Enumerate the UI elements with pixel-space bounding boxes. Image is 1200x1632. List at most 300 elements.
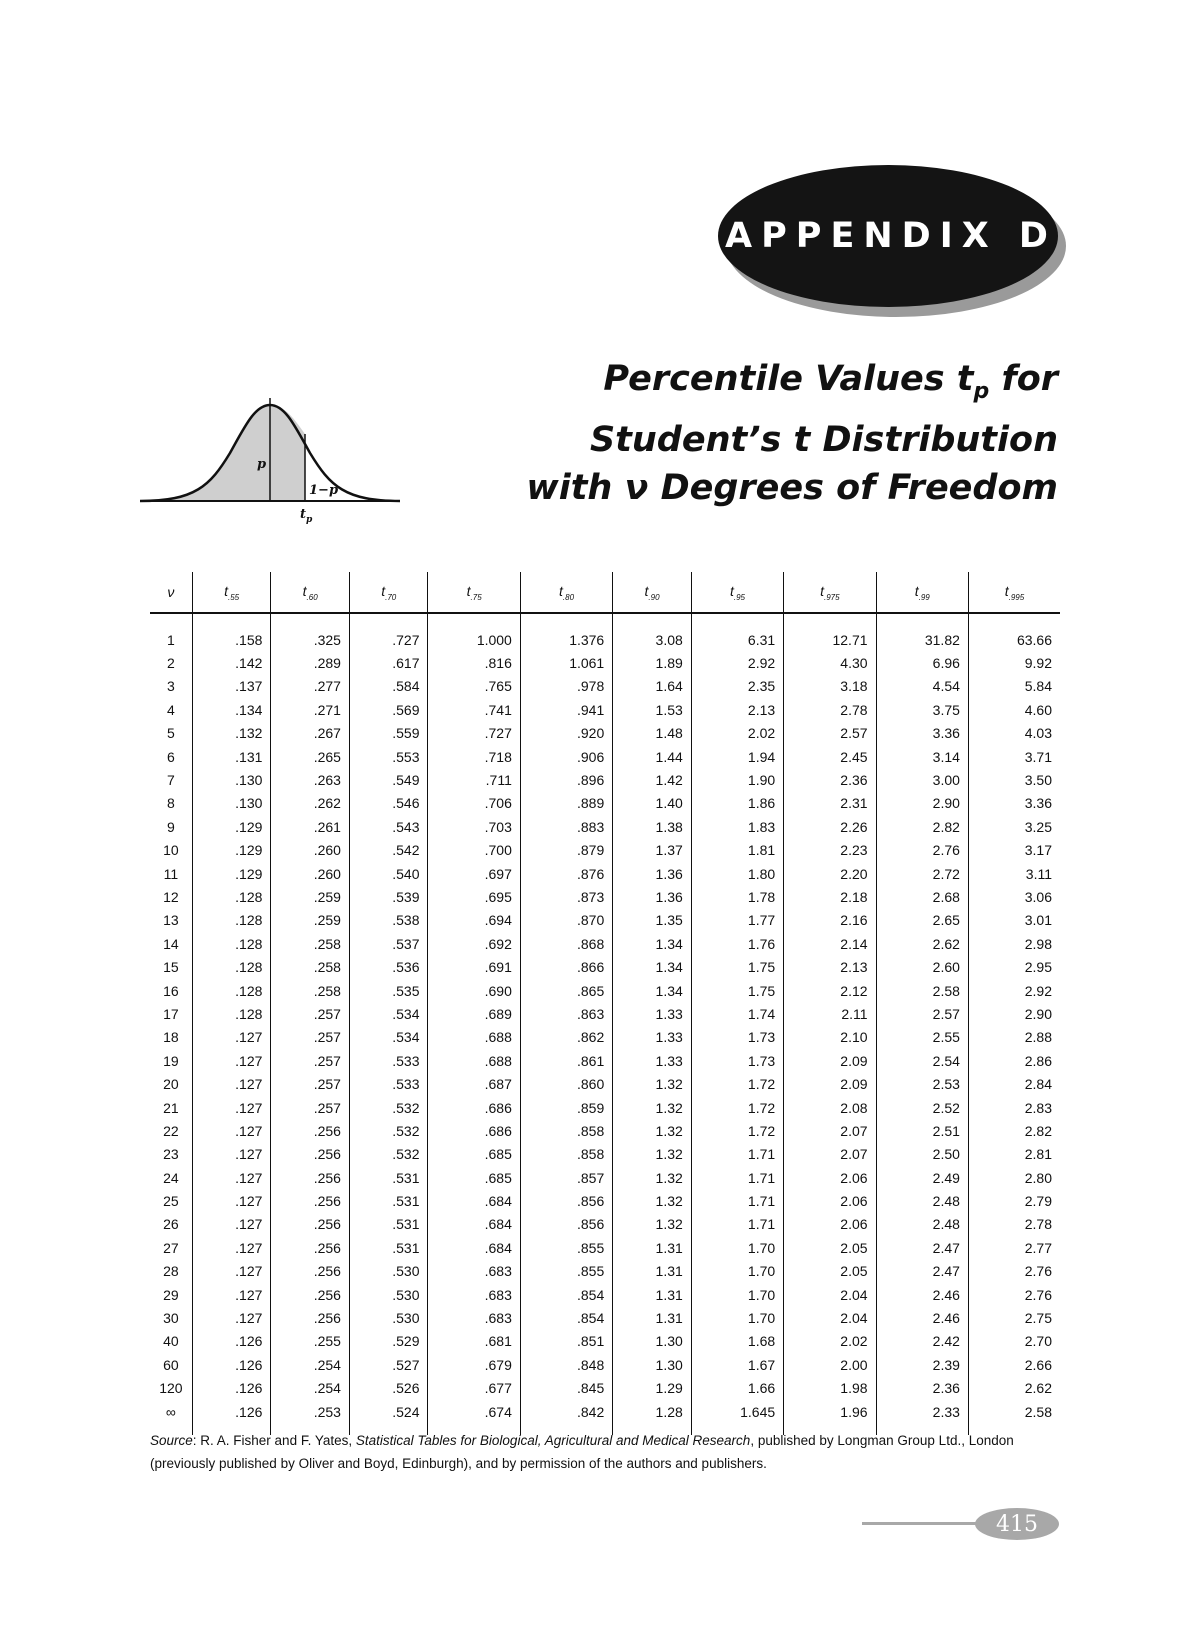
- table-cell: .851: [520, 1330, 612, 1353]
- table-cell: .691: [428, 955, 520, 978]
- table-cell: 1.061: [520, 651, 612, 674]
- table-cell: 2.95: [968, 955, 1060, 978]
- table-cell: .856: [520, 1189, 612, 1212]
- table-cell: 1.70: [691, 1260, 783, 1283]
- table-cell: 1.71: [691, 1166, 783, 1189]
- table-cell-df: 60: [163, 1356, 179, 1373]
- table-cell: .865: [520, 979, 612, 1002]
- table-cell: .127: [192, 1213, 271, 1236]
- table-cell: .569: [349, 698, 428, 721]
- table-cell: .127: [192, 1236, 271, 1259]
- appendix-badge: [718, 165, 1058, 307]
- table-cell: 9.92: [968, 651, 1060, 674]
- column-header: [520, 572, 612, 613]
- source-book-title: Statistical Tables for Biological, Agricultural and Medical Research: [355, 1433, 751, 1448]
- table-cell: 2.57: [784, 722, 876, 745]
- table-cell: .325: [271, 613, 350, 651]
- table-cell: .889: [520, 792, 612, 815]
- table-cell: .127: [192, 1306, 271, 1329]
- table-cell: .857: [520, 1166, 612, 1189]
- table-cell: 12.71: [784, 613, 876, 651]
- table-cell: .128: [192, 979, 271, 1002]
- table-cell: .256: [271, 1306, 350, 1329]
- table-cell: 1.32: [613, 1072, 692, 1095]
- appendix-label: APPENDIX D: [725, 216, 1057, 256]
- table-cell: .816: [428, 651, 520, 674]
- table-cell: .137: [192, 675, 271, 698]
- table-cell: .253: [271, 1400, 350, 1435]
- table-cell: .531: [349, 1166, 428, 1189]
- table-cell: 1.28: [613, 1400, 692, 1435]
- table-cell: .873: [520, 885, 612, 908]
- column-header-symbol: t: [381, 582, 386, 599]
- table-cell: 2.62: [876, 932, 968, 955]
- table-cell: .256: [271, 1119, 350, 1142]
- table-cell: 2.70: [968, 1330, 1060, 1353]
- column-header-symbol: t: [559, 582, 563, 599]
- table-cell: 2.09: [784, 1049, 876, 1072]
- column-header-subscript: .55: [228, 592, 240, 602]
- table-cell: 4.60: [968, 698, 1060, 721]
- table-cell: .256: [271, 1236, 350, 1259]
- t-distribution-curve-figure: [140, 398, 405, 528]
- table-cell: .546: [349, 792, 428, 815]
- table-cell: 3.71: [968, 745, 1060, 768]
- table-cell-df: 26: [163, 1216, 179, 1233]
- table-cell: .531: [349, 1213, 428, 1236]
- table-cell: .683: [428, 1283, 520, 1306]
- table-cell: 1.90: [691, 768, 783, 791]
- title-line-1-sub: p: [973, 379, 990, 404]
- table-cell: 2.60: [876, 955, 968, 978]
- table-cell: .858: [520, 1119, 612, 1142]
- table-cell-df: 2: [167, 655, 175, 672]
- table-cell: 2.72: [876, 862, 968, 885]
- table-cell: .674: [428, 1400, 520, 1435]
- column-header-symbol: t: [644, 582, 649, 599]
- table-cell: 3.25: [968, 815, 1060, 838]
- table-cell: 2.47: [876, 1260, 968, 1283]
- table-cell: .259: [271, 909, 350, 932]
- table-cell: .870: [520, 909, 612, 932]
- table-cell-df: 11: [163, 865, 179, 882]
- table-cell: 1.76: [691, 932, 783, 955]
- table-cell-df: 19: [163, 1052, 179, 1069]
- table-cell: 3.18: [784, 675, 876, 698]
- table-cell: .863: [520, 1002, 612, 1025]
- table-row: [150, 722, 1060, 745]
- column-header-subscript: .70: [385, 592, 397, 602]
- table-cell: .855: [520, 1236, 612, 1259]
- table-cell: 2.90: [876, 792, 968, 815]
- column-header-symbol: t: [914, 582, 919, 599]
- table-row: [150, 1072, 1060, 1095]
- table-cell: 1.34: [613, 979, 692, 1002]
- table-row: [150, 839, 1060, 862]
- table-cell: .537: [349, 932, 428, 955]
- table-cell: .129: [192, 839, 271, 862]
- table-row: [150, 675, 1060, 698]
- table-cell: 2.07: [784, 1143, 876, 1166]
- table-cell: 2.06: [784, 1213, 876, 1236]
- table-cell: .128: [192, 909, 271, 932]
- table-cell: 2.76: [968, 1260, 1060, 1283]
- table-cell: .690: [428, 979, 520, 1002]
- table-cell: 1.73: [691, 1049, 783, 1072]
- table-cell: 2.92: [691, 651, 783, 674]
- table-cell: 2.50: [876, 1143, 968, 1166]
- title-line-1-a: Percentile Values t: [603, 359, 974, 399]
- column-header: [271, 572, 350, 613]
- table-cell: 4.03: [968, 722, 1060, 745]
- table-cell-df: 120: [159, 1380, 183, 1397]
- table-cell: .866: [520, 955, 612, 978]
- table-cell: 2.46: [876, 1283, 968, 1306]
- table-cell: 1.70: [691, 1236, 783, 1259]
- table-cell: .127: [192, 1143, 271, 1166]
- table-cell: .254: [271, 1377, 350, 1400]
- table-cell: 1.71: [691, 1143, 783, 1166]
- table-cell: 1.74: [691, 1002, 783, 1025]
- table-cell: 1.70: [691, 1306, 783, 1329]
- column-header-subscript: .975: [824, 592, 840, 602]
- column-header-subscript: .80: [562, 592, 575, 602]
- table-cell: .683: [428, 1306, 520, 1329]
- table-row: [150, 698, 1060, 721]
- table-cell: 1.31: [613, 1236, 692, 1259]
- table-cell: 1.86: [691, 792, 783, 815]
- table-cell: .858: [520, 1143, 612, 1166]
- table-row: [150, 979, 1060, 1002]
- table-cell: .854: [520, 1283, 612, 1306]
- table-cell-df: 3: [167, 678, 175, 695]
- table-cell: 2.58: [876, 979, 968, 1002]
- table-cell: .876: [520, 862, 612, 885]
- table-cell: .259: [271, 885, 350, 908]
- table-cell: 2.52: [876, 1096, 968, 1119]
- table-cell: .689: [428, 1002, 520, 1025]
- table-cell: 1.33: [613, 1049, 692, 1072]
- table-cell: .256: [271, 1189, 350, 1212]
- table-cell: 2.36: [876, 1377, 968, 1400]
- table-cell: .868: [520, 932, 612, 955]
- table-cell: 3.00: [876, 768, 968, 791]
- table-cell-df: 29: [163, 1286, 179, 1303]
- table-cell: .262: [271, 792, 350, 815]
- column-header-subscript: .995: [1008, 592, 1025, 602]
- column-header: [784, 572, 876, 613]
- table-cell: 2.92: [968, 979, 1060, 1002]
- table-cell: 2.02: [691, 722, 783, 745]
- table-cell: .533: [349, 1049, 428, 1072]
- table-cell-df: 40: [163, 1333, 179, 1350]
- column-header-subscript: .95: [733, 592, 745, 602]
- table-cell: 2.76: [876, 839, 968, 862]
- table-cell: 6.96: [876, 651, 968, 674]
- table-cell: 2.36: [784, 768, 876, 791]
- table-cell: 2.78: [968, 1213, 1060, 1236]
- table-cell: .256: [271, 1166, 350, 1189]
- table-cell: 2.31: [784, 792, 876, 815]
- table-cell: 3.06: [968, 885, 1060, 908]
- table-row: [150, 932, 1060, 955]
- table-cell: 2.06: [784, 1189, 876, 1212]
- table-cell: .128: [192, 885, 271, 908]
- table-cell: .694: [428, 909, 520, 932]
- table-cell: 1.34: [613, 932, 692, 955]
- table-cell: .256: [271, 1260, 350, 1283]
- table-row: [150, 862, 1060, 885]
- table-cell: 2.88: [968, 1026, 1060, 1049]
- title-line-1: [526, 355, 1058, 416]
- table-row: [150, 1213, 1060, 1236]
- table-cell: .854: [520, 1306, 612, 1329]
- table-cell: .256: [271, 1283, 350, 1306]
- table-cell-df: 30: [163, 1310, 179, 1327]
- table-cell: 1.42: [613, 768, 692, 791]
- table-cell: .129: [192, 815, 271, 838]
- table-cell: .687: [428, 1072, 520, 1095]
- table-cell: 3.11: [968, 862, 1060, 885]
- column-header: [192, 572, 271, 613]
- table-cell: 2.76: [968, 1283, 1060, 1306]
- table-cell: 4.30: [784, 651, 876, 674]
- table-cell: 6.31: [691, 613, 783, 651]
- table-cell: .538: [349, 909, 428, 932]
- tp-axis-label-sub: p: [306, 515, 313, 525]
- table-cell: .257: [271, 1002, 350, 1025]
- table-cell-df: 24: [163, 1169, 179, 1186]
- table-cell: 2.77: [968, 1236, 1060, 1259]
- table-row: [150, 1026, 1060, 1049]
- table-cell: .127: [192, 1026, 271, 1049]
- column-header: [968, 572, 1060, 613]
- table-row: [150, 909, 1060, 932]
- table-cell-df: 13: [163, 912, 179, 929]
- table-cell: .685: [428, 1143, 520, 1166]
- page-number-rule: [862, 1522, 982, 1525]
- table-cell: .920: [520, 722, 612, 745]
- table-cell: .129: [192, 862, 271, 885]
- table-cell: 1.29: [613, 1377, 692, 1400]
- table-cell: .617: [349, 651, 428, 674]
- table-cell: 1.72: [691, 1119, 783, 1142]
- table-cell: .530: [349, 1260, 428, 1283]
- table-cell: 2.10: [784, 1026, 876, 1049]
- table-cell: 2.58: [968, 1400, 1060, 1435]
- table-row: [150, 1166, 1060, 1189]
- table-cell: 2.35: [691, 675, 783, 698]
- table-cell: .686: [428, 1119, 520, 1142]
- column-header-symbol: ν: [167, 584, 175, 600]
- table-cell: 1.72: [691, 1072, 783, 1095]
- table-cell: .127: [192, 1119, 271, 1142]
- table-cell: 1.44: [613, 745, 692, 768]
- table-cell-df: 4: [167, 701, 175, 718]
- table-cell: 3.08: [613, 613, 692, 651]
- table-cell: .534: [349, 1026, 428, 1049]
- table-cell: .543: [349, 815, 428, 838]
- table-cell: 2.11: [784, 1002, 876, 1025]
- table-cell: 4.54: [876, 675, 968, 698]
- table-cell: 2.45: [784, 745, 876, 768]
- tp-axis-label-t: t: [300, 507, 307, 522]
- table-cell: .681: [428, 1330, 520, 1353]
- source-text-b: , published by Longman Group Ltd., London (previously published by Oliver and Boyd, Edinburgh), and by permission of the authors and publishers.: [150, 1433, 1014, 1471]
- table-cell: .906: [520, 745, 612, 768]
- table-cell: 2.12: [784, 979, 876, 1002]
- table-cell: 3.36: [968, 792, 1060, 815]
- table-cell: .535: [349, 979, 428, 1002]
- table-cell: 1.75: [691, 955, 783, 978]
- table-cell: 2.13: [784, 955, 876, 978]
- table-cell-df: 10: [163, 842, 179, 859]
- table-cell: .130: [192, 792, 271, 815]
- table-row: [150, 1002, 1060, 1025]
- table-cell: .683: [428, 1260, 520, 1283]
- table-cell: .527: [349, 1353, 428, 1376]
- table-cell: 2.16: [784, 909, 876, 932]
- table-cell: .697: [428, 862, 520, 885]
- table-cell: 2.23: [784, 839, 876, 862]
- table-cell: 1.48: [613, 722, 692, 745]
- table-cell: .941: [520, 698, 612, 721]
- table-cell: 2.06: [784, 1166, 876, 1189]
- table-cell: .765: [428, 675, 520, 698]
- table-cell: 1.81: [691, 839, 783, 862]
- table-cell: .258: [271, 932, 350, 955]
- table-cell-df: 23: [163, 1146, 179, 1163]
- table-cell: 2.00: [784, 1353, 876, 1376]
- table-cell: .684: [428, 1189, 520, 1212]
- table-cell: 1.000: [428, 613, 520, 651]
- table-cell: .542: [349, 839, 428, 862]
- table-cell: .859: [520, 1096, 612, 1119]
- table-cell: .695: [428, 885, 520, 908]
- table-cell: 1.72: [691, 1096, 783, 1119]
- table-cell: .524: [349, 1400, 428, 1435]
- table-cell: 1.83: [691, 815, 783, 838]
- table-cell: 31.82: [876, 613, 968, 651]
- table-cell: .126: [192, 1400, 271, 1435]
- table-cell: 3.36: [876, 722, 968, 745]
- table-cell: .265: [271, 745, 350, 768]
- table-cell: .142: [192, 651, 271, 674]
- table-cell: 1.71: [691, 1189, 783, 1212]
- table-cell: .692: [428, 932, 520, 955]
- table-cell-df: 5: [167, 725, 175, 742]
- table-cell: .127: [192, 1189, 271, 1212]
- table-cell: 1.80: [691, 862, 783, 885]
- table-cell: 2.86: [968, 1049, 1060, 1072]
- table-cell: 2.75: [968, 1306, 1060, 1329]
- table-cell: .741: [428, 698, 520, 721]
- title-line-2: Student’s t Distribution: [589, 420, 1058, 460]
- table-row: [150, 1236, 1060, 1259]
- table-cell: 2.57: [876, 1002, 968, 1025]
- table-cell: .856: [520, 1213, 612, 1236]
- table-cell: 2.18: [784, 885, 876, 908]
- table-cell: .688: [428, 1026, 520, 1049]
- table-cell: .845: [520, 1377, 612, 1400]
- table-cell: .258: [271, 955, 350, 978]
- table-cell: 2.82: [876, 815, 968, 838]
- table-cell: .289: [271, 651, 350, 674]
- table-cell: .261: [271, 815, 350, 838]
- table-cell: 1.89: [613, 651, 692, 674]
- table-cell-df: 22: [163, 1122, 179, 1139]
- table-cell: .533: [349, 1072, 428, 1095]
- table-cell: .530: [349, 1306, 428, 1329]
- table-cell: .684: [428, 1213, 520, 1236]
- table-cell: 3.75: [876, 698, 968, 721]
- table-cell: .532: [349, 1119, 428, 1142]
- t-distribution-table: [150, 572, 1060, 1435]
- table-cell: 1.33: [613, 1002, 692, 1025]
- table-row: [150, 745, 1060, 768]
- table-cell: 2.09: [784, 1072, 876, 1095]
- table-cell-df: 20: [163, 1076, 179, 1093]
- table-cell-df: 12: [163, 888, 179, 905]
- column-header: [876, 572, 968, 613]
- table-cell: .256: [271, 1143, 350, 1166]
- table-cell: .727: [428, 722, 520, 745]
- table-body: [150, 613, 1060, 1435]
- table-cell: 1.32: [613, 1213, 692, 1236]
- source-text-a: : R. A. Fisher and F. Yates,: [192, 1433, 356, 1448]
- table-cell: .860: [520, 1072, 612, 1095]
- table-cell: .128: [192, 955, 271, 978]
- column-header: [349, 572, 428, 613]
- table-cell-df: ∞: [165, 1403, 176, 1420]
- table-cell: .258: [271, 979, 350, 1002]
- table-cell: 2.80: [968, 1166, 1060, 1189]
- table-cell: 2.48: [876, 1189, 968, 1212]
- table-cell: .267: [271, 722, 350, 745]
- table-cell: 2.20: [784, 862, 876, 885]
- table-cell: .686: [428, 1096, 520, 1119]
- table-header-row: [150, 572, 1060, 613]
- table-row: [150, 1049, 1060, 1072]
- table-cell: 2.51: [876, 1119, 968, 1142]
- column-header: [691, 572, 783, 613]
- table-cell: 1.376: [520, 613, 612, 651]
- column-header-subscript: .90: [648, 592, 660, 602]
- table-cell: 1.31: [613, 1283, 692, 1306]
- table-cell-df: 8: [167, 795, 175, 812]
- column-header-symbol: t: [302, 582, 307, 599]
- table-cell: .685: [428, 1166, 520, 1189]
- column-header-symbol: t: [820, 582, 824, 599]
- table-cell: .532: [349, 1143, 428, 1166]
- column-header: [150, 572, 192, 613]
- table-cell: 1.75: [691, 979, 783, 1002]
- table-row: [150, 1306, 1060, 1329]
- column-header-symbol: t: [224, 582, 228, 599]
- table-cell: .848: [520, 1353, 612, 1376]
- table-row: [150, 1189, 1060, 1212]
- table-cell: 3.01: [968, 909, 1060, 932]
- table-cell: 2.04: [784, 1306, 876, 1329]
- table-cell: 1.77: [691, 909, 783, 932]
- table-cell: 1.66: [691, 1377, 783, 1400]
- table-row: [150, 1260, 1060, 1283]
- table-cell: 2.54: [876, 1049, 968, 1072]
- table-cell: .684: [428, 1236, 520, 1259]
- title-line-3: with ν Degrees of Freedom: [526, 468, 1058, 508]
- table-cell: 1.38: [613, 815, 692, 838]
- source-label: Source: [150, 1433, 193, 1448]
